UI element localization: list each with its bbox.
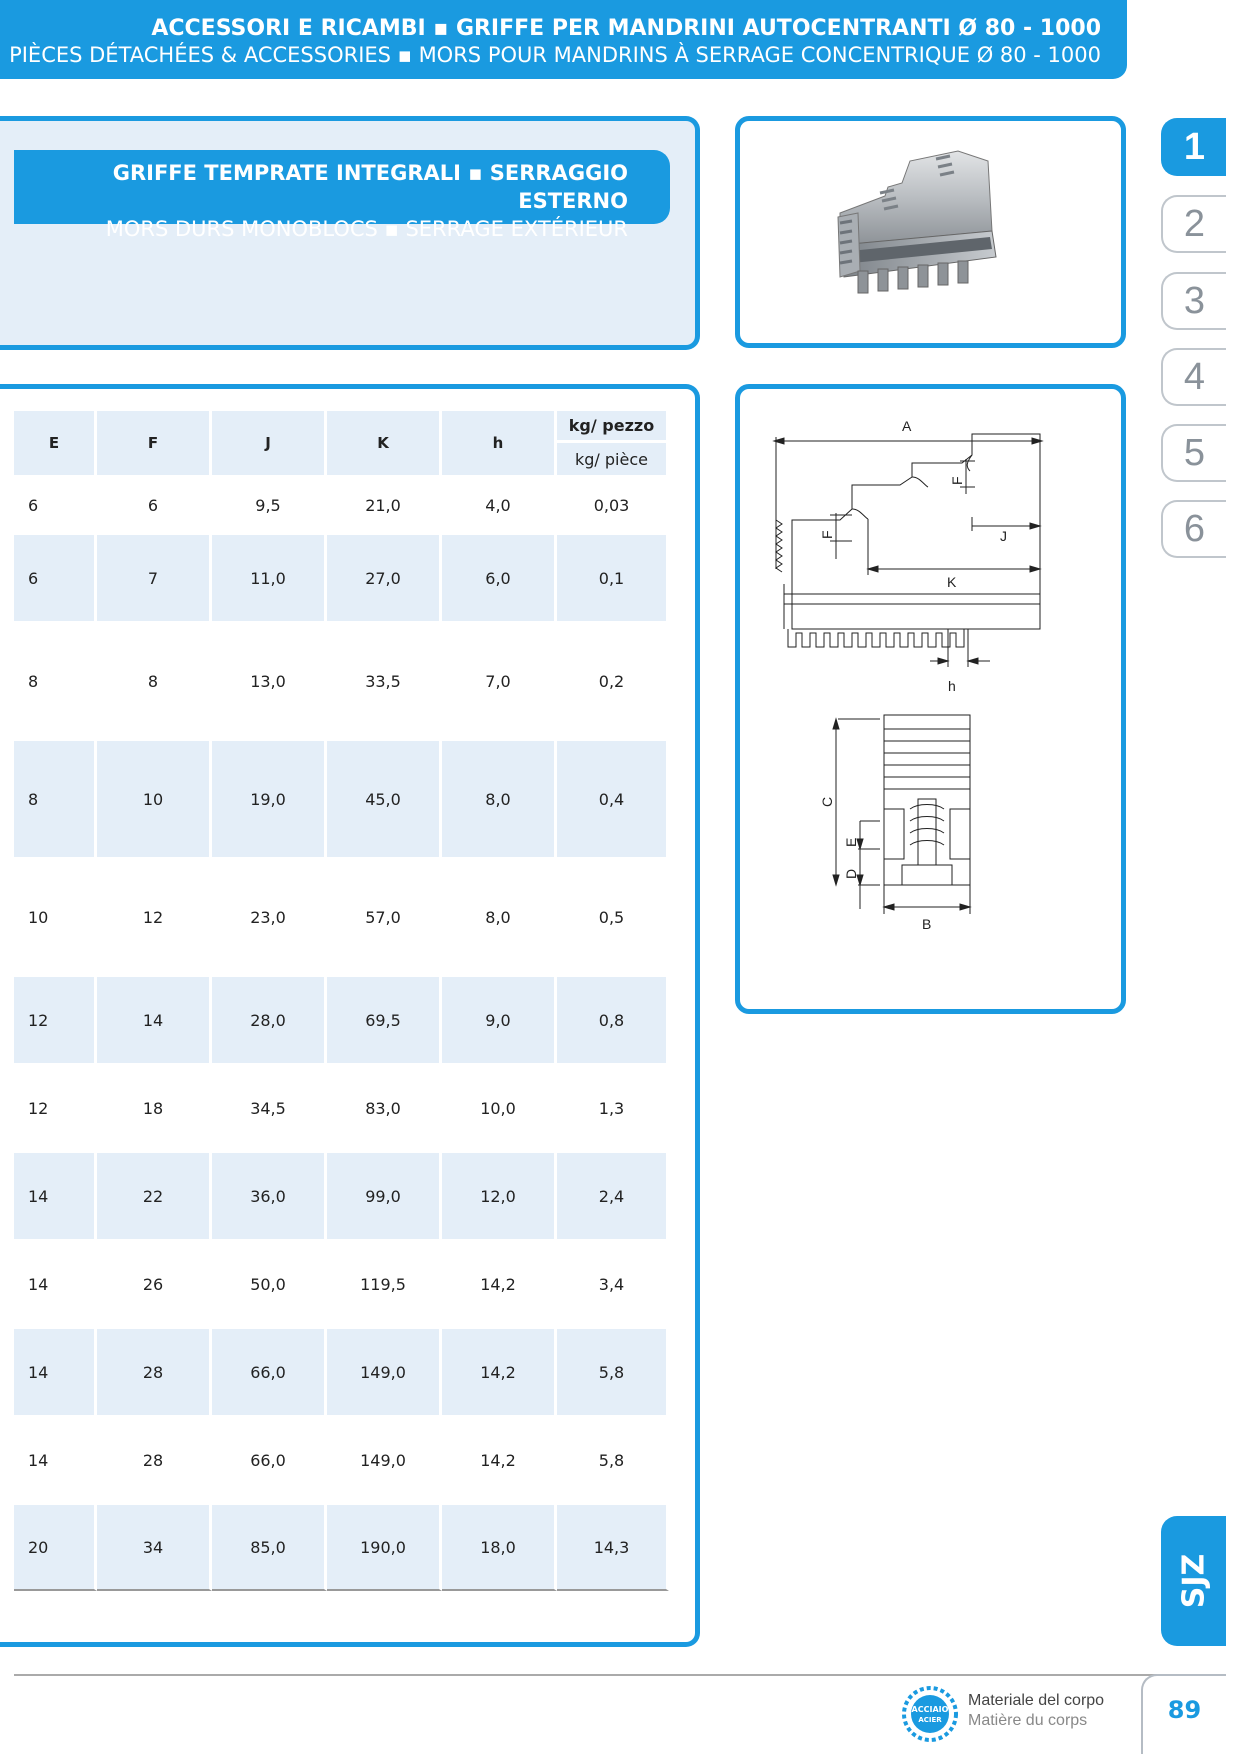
product-photo-panel xyxy=(735,116,1126,348)
cell-f: 28 xyxy=(97,1415,212,1505)
table-row xyxy=(14,475,669,535)
cell-kg: 14,3 xyxy=(557,1505,669,1591)
cell-j: 66,0 xyxy=(212,1415,327,1505)
col-header-f: F xyxy=(97,411,212,475)
cell-j: 34,5 xyxy=(212,1063,327,1153)
cell-j: 19,0 xyxy=(212,741,327,857)
product-code-tab xyxy=(1161,1516,1226,1646)
header-title-fr: PIÈCES DÉTACHÉES & ACCESSORIES ▪ MORS POUR MANDRINS À SERRAGE CONCENTRIQUE Ø 80 - 1000 xyxy=(9,43,1101,67)
dim-label-a: A xyxy=(902,418,912,434)
chapter-tab-1[interactable]: 1 xyxy=(1161,118,1226,176)
cell-h: 4,0 xyxy=(442,475,557,535)
jaw-dimension-drawing xyxy=(740,389,1121,1009)
logo-text-acier: ACIER xyxy=(918,1716,942,1724)
material-label-it: Materiale del corpo xyxy=(968,1692,1105,1709)
cell-kg: 2,4 xyxy=(557,1153,669,1239)
cell-f: 14 xyxy=(97,977,212,1063)
product-code-label: SJZ xyxy=(1176,1553,1211,1609)
dim-label-k: K xyxy=(947,574,957,590)
cell-h: 9,0 xyxy=(442,977,557,1063)
cell-kg: 0,5 xyxy=(557,857,669,977)
cell-f: 34 xyxy=(97,1505,212,1591)
logo-text-acciaio: ACCIAIO xyxy=(911,1705,949,1714)
cell-kg: 1,3 xyxy=(557,1063,669,1153)
cell-k: 149,0 xyxy=(327,1329,442,1415)
cell-k: 21,0 xyxy=(327,475,442,535)
cell-kg: 0,4 xyxy=(557,741,669,857)
cell-h: 7,0 xyxy=(442,621,557,741)
table-row xyxy=(14,1063,669,1153)
cell-j: 85,0 xyxy=(212,1505,327,1591)
cell-kg: 5,8 xyxy=(557,1329,669,1415)
cell-f: 8 xyxy=(97,621,212,741)
cell-e: 12 xyxy=(14,977,97,1063)
cell-e: 8 xyxy=(14,621,97,741)
acciaio-logo xyxy=(902,1686,958,1742)
cell-j: 9,5 xyxy=(212,475,327,535)
cell-f: 18 xyxy=(97,1063,212,1153)
section-title-fr: MORS DURS MONOBLOCS ▪ SERRAGE EXTÉRIEUR xyxy=(105,217,628,241)
cell-e: 14 xyxy=(14,1415,97,1505)
cell-h: 18,0 xyxy=(442,1505,557,1591)
cell-kg: 0,03 xyxy=(557,475,669,535)
material-label-fr: Matière du corps xyxy=(968,1712,1088,1729)
cell-f: 28 xyxy=(97,1329,212,1415)
cell-j: 28,0 xyxy=(212,977,327,1063)
cell-kg: 0,8 xyxy=(557,977,669,1063)
cell-j: 13,0 xyxy=(212,621,327,741)
section-title xyxy=(14,150,670,241)
cell-j: 36,0 xyxy=(212,1153,327,1239)
table-row xyxy=(14,1505,669,1591)
cell-e: 10 xyxy=(14,857,97,977)
cell-h: 14,2 xyxy=(442,1415,557,1505)
cell-j: 23,0 xyxy=(212,857,327,977)
dim-label-j: J xyxy=(1000,528,1007,544)
cell-e: 14 xyxy=(14,1329,97,1415)
cell-e: 8 xyxy=(14,741,97,857)
page-number: 89 xyxy=(1141,1674,1226,1754)
table-row xyxy=(14,1329,669,1415)
dim-label-e: E xyxy=(843,837,859,847)
cell-e: 14 xyxy=(14,1239,97,1329)
hard-jaw-photo xyxy=(740,121,1121,343)
cell-kg: 0,1 xyxy=(557,535,669,621)
cell-f: 26 xyxy=(97,1239,212,1329)
cell-j: 50,0 xyxy=(212,1239,327,1329)
table-row xyxy=(14,1239,669,1329)
table-row xyxy=(14,857,669,977)
table-row xyxy=(14,535,669,621)
cell-f: 7 xyxy=(97,535,212,621)
cell-e: 20 xyxy=(14,1505,97,1591)
cell-kg: 3,4 xyxy=(557,1239,669,1329)
dim-label-d: D xyxy=(843,868,859,879)
chapter-tab-2[interactable]: 2 xyxy=(1161,195,1226,253)
dim-label-h: h xyxy=(948,678,956,694)
cell-e: 6 xyxy=(14,475,97,535)
dim-label-f-lower: F xyxy=(819,530,835,539)
cell-kg: 0,2 xyxy=(557,621,669,741)
cell-k: 190,0 xyxy=(327,1505,442,1591)
cell-k: 33,5 xyxy=(327,621,442,741)
cell-h: 14,2 xyxy=(442,1239,557,1329)
cell-k: 99,0 xyxy=(327,1153,442,1239)
cell-e: 12 xyxy=(14,1063,97,1153)
cell-f: 12 xyxy=(97,857,212,977)
col-header-kg-it: kg/ pezzo xyxy=(557,411,669,443)
table-row xyxy=(14,1415,669,1505)
body-material xyxy=(968,1691,1104,1731)
col-header-k: K xyxy=(327,411,442,475)
cell-h: 14,2 xyxy=(442,1329,557,1415)
cell-k: 45,0 xyxy=(327,741,442,857)
table-row xyxy=(14,977,669,1063)
cell-k: 149,0 xyxy=(327,1415,442,1505)
cell-e: 14 xyxy=(14,1153,97,1239)
col-header-h: h xyxy=(442,411,557,475)
col-header-j: J xyxy=(212,411,327,475)
cell-j: 11,0 xyxy=(212,535,327,621)
cell-h: 8,0 xyxy=(442,857,557,977)
section-title-it: GRIFFE TEMPRATE INTEGRALI ▪ SERRAGGIO ESTERNO xyxy=(112,161,628,213)
dim-label-f-upper: F xyxy=(949,476,965,485)
table-row xyxy=(14,741,669,857)
col-header-e: E xyxy=(14,411,97,475)
cell-f: 6 xyxy=(97,475,212,535)
cell-h: 6,0 xyxy=(442,535,557,621)
dim-label-c: C xyxy=(819,796,835,807)
chapter-tab-6[interactable]: 6 xyxy=(1161,500,1226,558)
cell-f: 10 xyxy=(97,741,212,857)
table-row xyxy=(14,1153,669,1239)
cell-h: 12,0 xyxy=(442,1153,557,1239)
cell-k: 119,5 xyxy=(327,1239,442,1329)
header-title-it: ACCESSORI E RICAMBI ▪ GRIFFE PER MANDRINI AUTOCENTRANTI Ø 80 - 1000 xyxy=(151,16,1101,41)
cell-f: 22 xyxy=(97,1153,212,1239)
page-header xyxy=(0,0,1127,79)
footer-divider xyxy=(14,1674,1160,1676)
chapter-tab-5[interactable]: 5 xyxy=(1161,424,1226,482)
dim-label-b: B xyxy=(922,916,932,932)
col-header-kg-fr: kg/ pièce xyxy=(557,443,669,475)
cell-h: 10,0 xyxy=(442,1063,557,1153)
chapter-tab-3[interactable]: 3 xyxy=(1161,272,1226,330)
cell-kg: 5,8 xyxy=(557,1415,669,1505)
cell-k: 57,0 xyxy=(327,857,442,977)
table-row xyxy=(14,621,669,741)
cell-k: 83,0 xyxy=(327,1063,442,1153)
cell-e: 6 xyxy=(14,535,97,621)
technical-drawing-panel xyxy=(735,384,1126,1014)
chapter-tab-4[interactable]: 4 xyxy=(1161,348,1226,406)
cell-k: 27,0 xyxy=(327,535,442,621)
cell-j: 66,0 xyxy=(212,1329,327,1415)
dimension-table xyxy=(14,411,669,1591)
cell-h: 8,0 xyxy=(442,741,557,857)
cell-k: 69,5 xyxy=(327,977,442,1063)
